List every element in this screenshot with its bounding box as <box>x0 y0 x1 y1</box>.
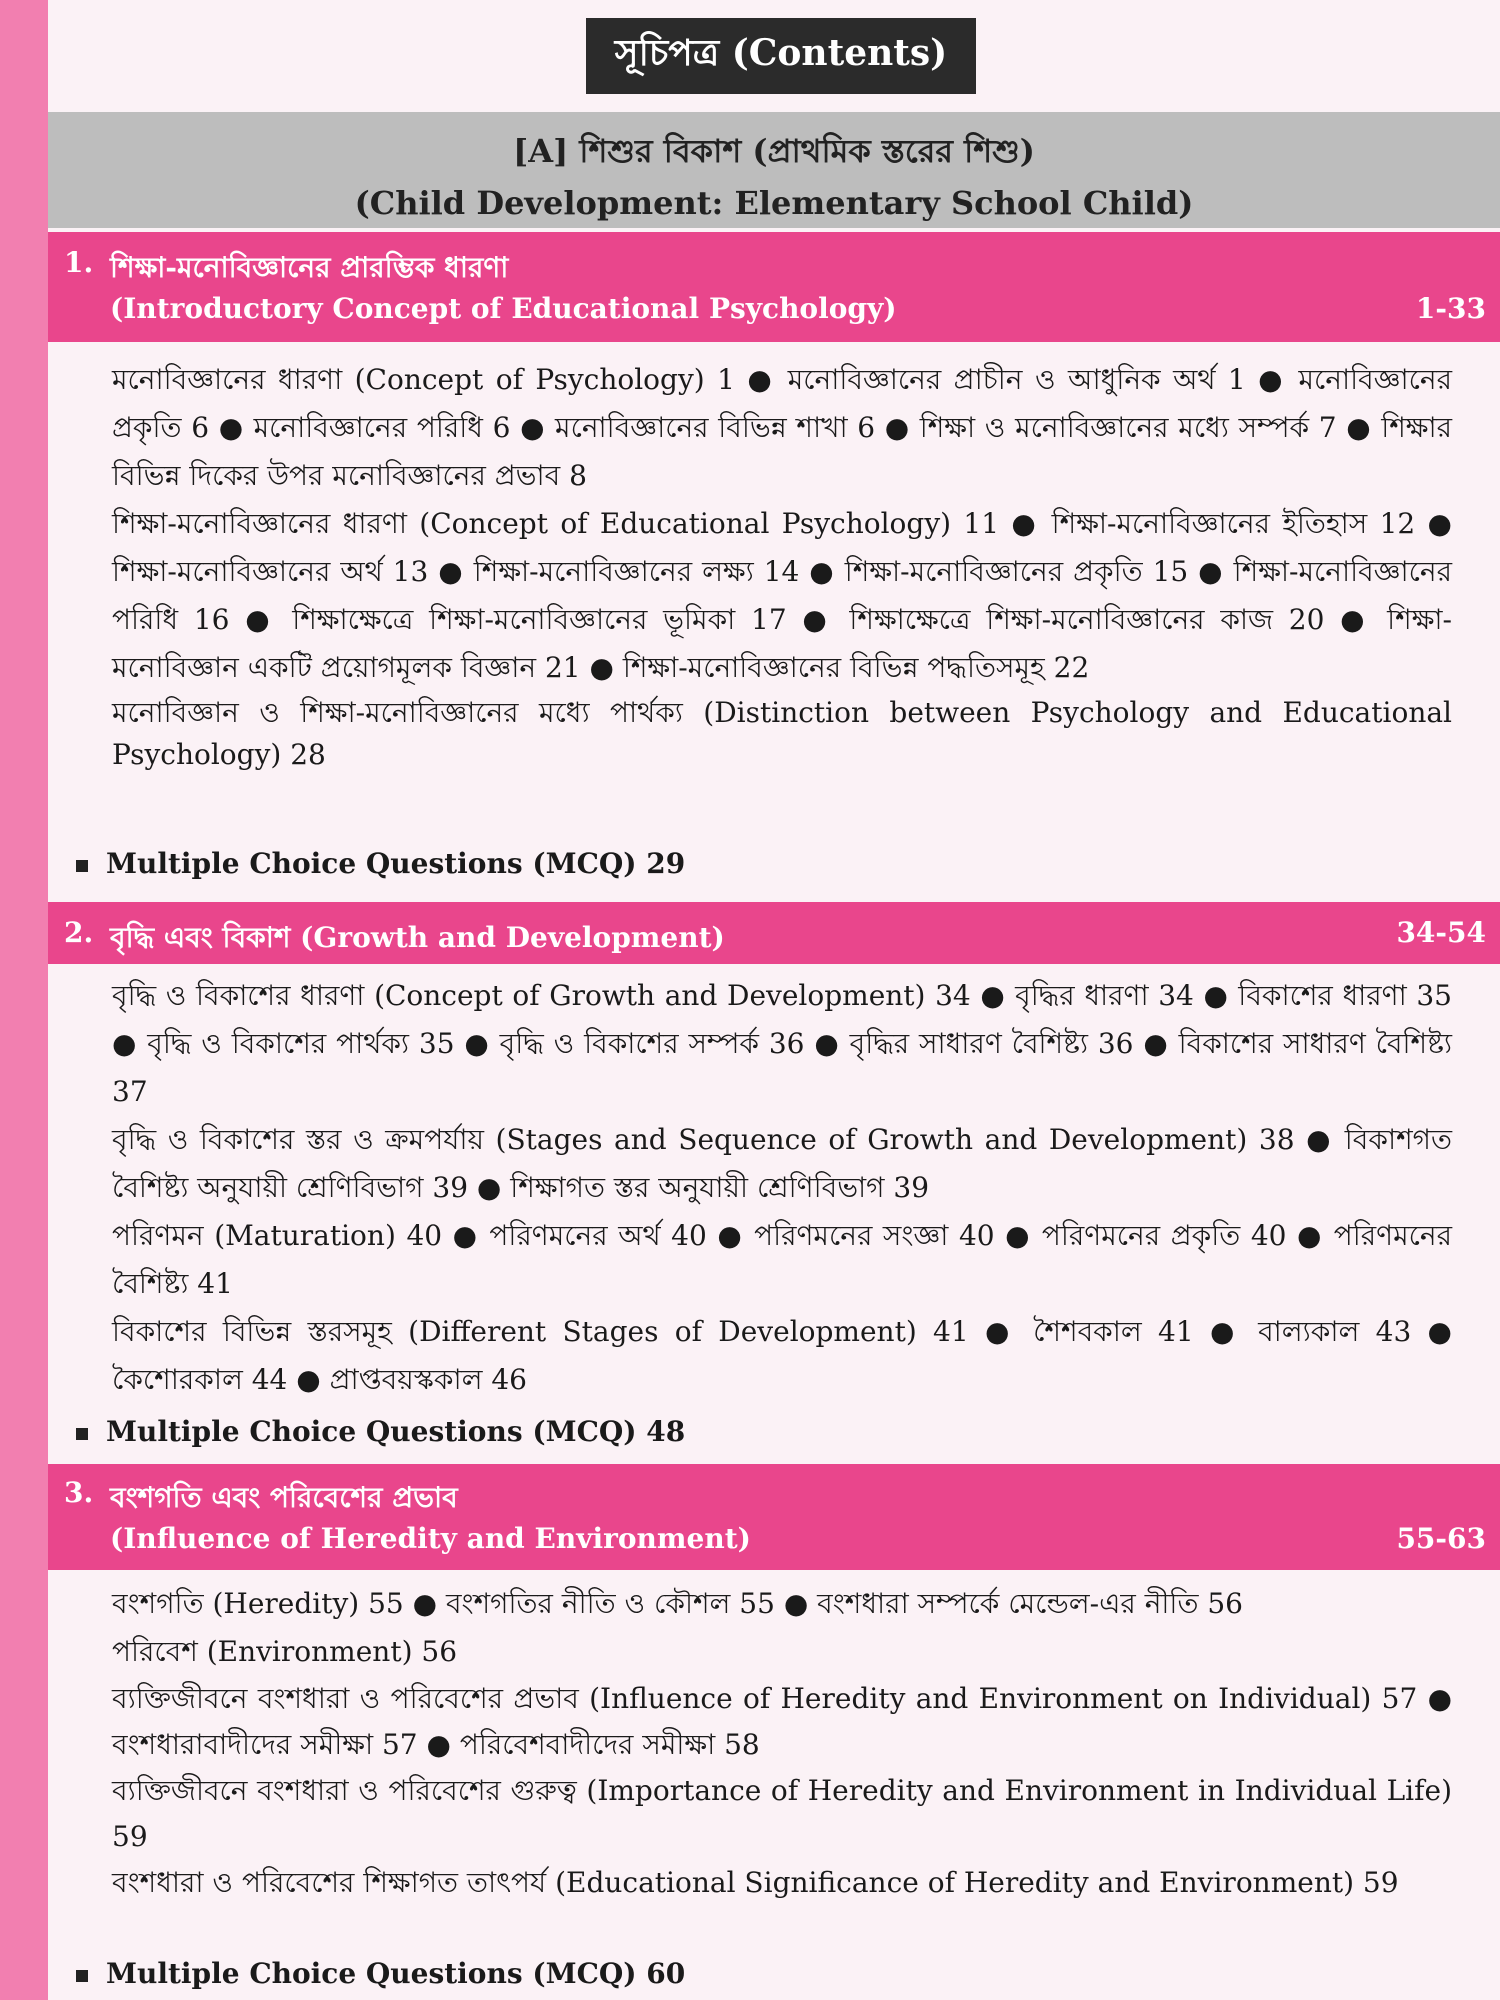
chapter-page-range: 1-33 <box>1415 292 1486 325</box>
toc-entry[interactable]: বংশধারা ও পরিবেশের শিক্ষাগত তাৎপর্য (Educational Significance of Heredity and Environment) 59 <box>112 1866 1399 1899</box>
chapter-3-entries <box>112 1580 1452 1906</box>
chapter-title-bengali: শিক্ষা-মনোবিজ্ঞানের প্রারম্ভিক ধারণা <box>110 251 509 284</box>
toc-entry[interactable]: শিক্ষা-মনোবিজ্ঞানের ধারণা (Concept of Educational Psychology) 11 ● শিক্ষা-মনোবিজ্ঞানের ইতিহাস 12 ● শিক্ষা-মনোবিজ্ঞানের অর্থ 13 ● শিক্ষা-মনোবিজ্ঞানের লক্ষ্য 14 ● শিক্ষা-মনোবিজ্ঞানের প্রকৃতি 15 ● শিক্ষা-মনোবিজ্ঞানের পরিধি 16 ● শিক্ষাক্ষেত্রে শিক্ষা-মনোবিজ্ঞানের ভূমিকা 17 ● শিক্ষাক্ষেত্রে শিক্ষা-মনোবিজ্ঞানের কাজ 20 ● শিক্ষা-মনোবিজ্ঞান একটি প্রয়োগমূলক বিজ্ঞান 21 ● শিক্ষা-মনোবিজ্ঞানের বিভিন্ন পদ্ধতিসমূহ 22 <box>112 507 1452 684</box>
mcq-label: Multiple Choice Questions (MCQ) 48 <box>106 1415 686 1448</box>
chapter-3-mcq[interactable] <box>76 1954 685 1994</box>
chapter-number: 3. <box>64 1476 94 1509</box>
toc-entry[interactable]: বৃদ্ধি ও বিকাশের ধারণা (Concept of Growth and Development) 34 ● বৃদ্ধির ধারণা 34 ● বিকাশের ধারণা 35 ● বৃদ্ধি ও বিকাশের পার্থক্য 35 ● বৃদ্ধি ও বিকাশের সম্পর্ক 36 ● বৃদ্ধির সাধারণ বৈশিষ্ট্য 36 ● বিকাশের সাধারণ বৈশিষ্ট্য 37 <box>112 979 1452 1108</box>
chapter-2-mcq[interactable] <box>76 1412 685 1452</box>
chapter-1-mcq[interactable] <box>76 844 685 884</box>
toc-entry[interactable]: পরিবেশ (Environment) 56 <box>112 1635 458 1668</box>
chapter-title-bengali: বংশগতি এবং পরিবেশের প্রভাব <box>110 1481 458 1514</box>
square-bullet-icon <box>76 1428 88 1440</box>
toc-entry[interactable]: বংশগতি (Heredity) 55 ● বংশগতির নীতি ও কৌশল 55 ● বংশধারা সম্পর্কে মেন্ডেল-এর নীতি 56 <box>112 1587 1243 1620</box>
toc-entry[interactable]: পরিণমন (Maturation) 40 ● পরিণমনের অর্থ 40 ● পরিণমনের সংজ্ঞা 40 ● পরিণমনের প্রকৃতি 40 ● পরিণমনের বৈশিষ্ট্য 41 <box>112 1219 1452 1300</box>
chapter-title: বৃদ্ধি এবং বিকাশ (Growth and Development) <box>110 921 725 954</box>
part-a-title-english: (Child Development: Elementary School Child) <box>354 184 1194 222</box>
mcq-label: Multiple Choice Questions (MCQ) 29 <box>106 847 686 880</box>
toc-entry[interactable]: বিকাশের বিভিন্ন স্তরসমূহ (Different Stages of Development) 41 ● শৈশবকাল 41 ● বাল্যকাল 43 ● কৈশোরকাল 44 ● প্রাপ্তবয়স্ককাল 46 <box>112 1315 1452 1396</box>
chapter-number: 2. <box>64 916 94 949</box>
chapter-2-entries <box>112 972 1452 1404</box>
square-bullet-icon <box>76 1970 88 1982</box>
chapter-2-header[interactable] <box>48 902 1500 964</box>
toc-entry[interactable]: ব্যক্তিজীবনে বংশধারা ও পরিবেশের গুরুত্ব (Importance of Heredity and Environment in Individual Life) 59 <box>112 1774 1452 1853</box>
chapter-page-range: 55-63 <box>1396 1522 1486 1555</box>
chapter-number: 1. <box>64 246 94 279</box>
chapter-title-english: (Influence of Heredity and Environment) <box>110 1522 751 1555</box>
contents-title: সূচিপত্র (Contents) <box>586 18 976 94</box>
contents-page <box>48 0 1500 2000</box>
chapter-title-english: (Introductory Concept of Educational Psychology) <box>110 292 897 325</box>
chapter-page-range: 34-54 <box>1396 916 1486 949</box>
toc-entry[interactable]: ব্যক্তিজীবনে বংশধারা ও পরিবেশের প্রভাব (Influence of Heredity and Environment on Individual) 57 ● বংশধারাবাদীদের সমীক্ষা 57 ● পরিবেশবাদীদের সমীক্ষা 58 <box>112 1682 1452 1761</box>
chapter-1-entries <box>112 356 1452 776</box>
part-a-title-bengali: [A] শিশুর বিকাশ (প্রাথমিক স্তরের শিশু) <box>513 132 1035 170</box>
chapter-3-header[interactable] <box>48 1464 1500 1570</box>
left-color-band <box>0 0 48 2000</box>
square-bullet-icon <box>76 860 88 872</box>
part-a-header <box>48 112 1500 228</box>
mcq-label: Multiple Choice Questions (MCQ) 60 <box>106 1957 686 1990</box>
toc-entry[interactable]: মনোবিজ্ঞানের ধারণা (Concept of Psychology) 1 ● মনোবিজ্ঞানের প্রাচীন ও আধুনিক অর্থ 1 ● মনোবিজ্ঞানের প্রকৃতি 6 ● মনোবিজ্ঞানের পরিধি 6 ● মনোবিজ্ঞানের বিভিন্ন শাখা 6 ● শিক্ষা ও মনোবিজ্ঞানের মধ্যে সম্পর্ক 7 ● শিক্ষার বিভিন্ন দিকের উপর মনোবিজ্ঞানের প্রভাব 8 <box>112 363 1452 492</box>
chapter-1-header[interactable] <box>48 232 1500 342</box>
toc-entry[interactable]: বৃদ্ধি ও বিকাশের স্তর ও ক্রমপর্যায় (Stages and Sequence of Growth and Development) 38 ● বিকাশগত বৈশিষ্ট্য অনুযায়ী শ্রেণিবিভাগ 39 ● শিক্ষাগত স্তর অনুযায়ী শ্রেণিবিভাগ 39 <box>112 1123 1452 1204</box>
toc-entry[interactable]: মনোবিজ্ঞান ও শিক্ষা-মনোবিজ্ঞানের মধ্যে পার্থক্য (Distinction between Psychology and Educational Psychology) 28 <box>112 696 1452 771</box>
